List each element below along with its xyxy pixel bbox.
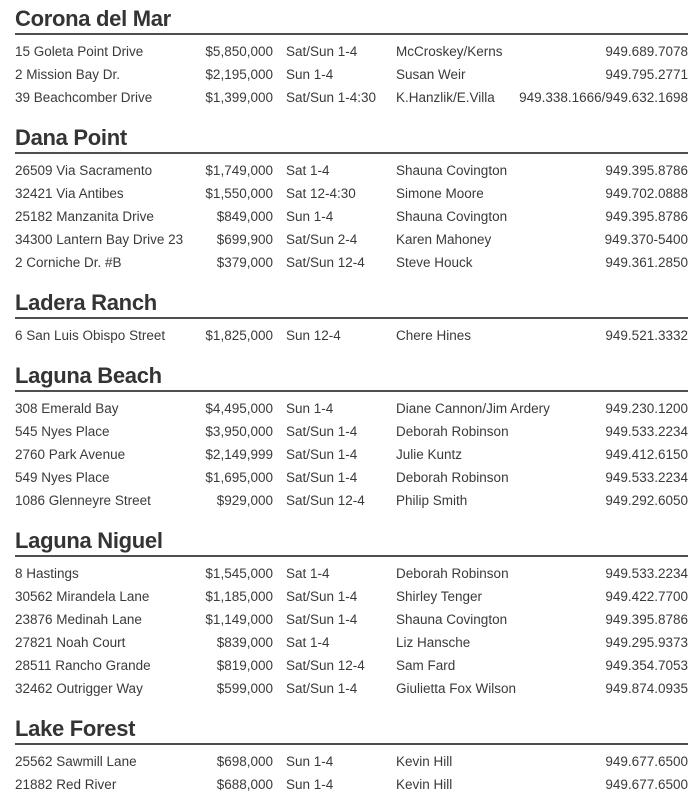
listing-address: 39 Beachcomber Drive	[15, 90, 153, 105]
listing-agent: Susan Weir	[396, 67, 466, 82]
listing-price: $1,545,000	[205, 566, 273, 581]
listing-row	[15, 228, 688, 251]
listing-phone: 949.395.8786	[605, 612, 688, 627]
listing-agent: K.Hanzlik/E.Villa	[396, 90, 495, 105]
listing-address: 25562 Sawmill Lane	[15, 754, 137, 769]
listing-row	[15, 251, 688, 274]
listing-agent: Karen Mahoney	[396, 232, 492, 247]
listing-phone: 949.422.7700	[605, 589, 688, 604]
listing-address: 2 Mission Bay Dr.	[15, 67, 121, 82]
listing-phone: 949.395.8786	[605, 209, 688, 224]
listing-price: $1,550,000	[205, 186, 273, 201]
open-house-time: Sat/Sun 12-4	[286, 255, 365, 270]
listing-phone: 949.395.8786	[605, 163, 688, 178]
listing-row	[15, 420, 688, 443]
listing-agent: Shirley Tenger	[396, 589, 483, 604]
open-house-time: Sat/Sun 1-4	[286, 681, 358, 696]
listing-phone: 949.354.7053	[605, 658, 688, 673]
open-house-time: Sun 1-4	[286, 209, 334, 224]
listing-row	[15, 773, 688, 796]
listing-row	[15, 750, 688, 773]
listing-phone: 949.677.6500	[605, 777, 688, 792]
city-heading: Corona del Mar	[15, 6, 688, 35]
open-house-time: Sat/Sun 1-4	[286, 44, 358, 59]
listing-address: 545 Nyes Place	[15, 424, 110, 439]
listing-row	[15, 608, 688, 631]
listing-phone: 949.521.3332	[605, 328, 688, 343]
listing-rows	[15, 750, 688, 796]
listing-agent: Kevin Hill	[396, 754, 453, 769]
listing-rows	[15, 324, 688, 347]
city-heading: Dana Point	[15, 125, 688, 154]
listing-price: $698,000	[216, 754, 273, 769]
listing-agent: Sam Fard	[396, 658, 456, 673]
listing-price: $379,000	[216, 255, 273, 270]
listing-phone: 949.533.2234	[605, 470, 688, 485]
listing-row	[15, 324, 688, 347]
city-heading: Ladera Ranch	[15, 290, 688, 319]
listing-row	[15, 677, 688, 700]
listing-agent: Deborah Robinson	[396, 470, 509, 485]
listing-agent: Shauna Covington	[396, 612, 508, 627]
listing-rows	[15, 159, 688, 274]
city-heading: Lake Forest	[15, 716, 688, 745]
open-house-time: Sat/Sun 1-4	[286, 447, 358, 462]
listing-agent: Shauna Covington	[396, 209, 508, 224]
listing-price: $5,850,000	[205, 44, 273, 59]
open-house-time: Sat/Sun 2-4	[286, 232, 358, 247]
listing-agent: Simone Moore	[396, 186, 484, 201]
listing-row	[15, 654, 688, 677]
listing-address: 21882 Red River	[15, 777, 117, 792]
listing-phone: 949.677.6500	[605, 754, 688, 769]
listing-phone: 949.533.2234	[605, 424, 688, 439]
city-section	[15, 716, 688, 796]
listing-price: $1,185,000	[205, 589, 273, 604]
listing-row	[15, 159, 688, 182]
listing-row	[15, 86, 688, 109]
listing-phone: 949.874.0935	[605, 681, 688, 696]
listings-document	[15, 6, 688, 796]
listing-price: $599,000	[216, 681, 273, 696]
listing-price: $929,000	[216, 493, 273, 508]
open-house-time: Sat 1-4	[286, 163, 330, 178]
listing-address: 34300 Lantern Bay Drive 23	[15, 232, 184, 247]
listing-row	[15, 205, 688, 228]
open-house-time: Sun 1-4	[286, 67, 334, 82]
listing-phone: 949.338.1666/949.632.1698	[519, 90, 688, 105]
listing-row	[15, 182, 688, 205]
open-house-time: Sat/Sun 12-4	[286, 658, 365, 673]
listing-price: $849,000	[216, 209, 273, 224]
listing-agent: Diane Cannon/Jim Ardery	[396, 401, 550, 416]
listing-price: $2,195,000	[205, 67, 273, 82]
listing-agent: Giulietta Fox Wilson	[396, 681, 517, 696]
listing-row	[15, 397, 688, 420]
listing-address: 2760 Park Avenue	[15, 447, 126, 462]
open-house-time: Sat/Sun 1-4	[286, 589, 358, 604]
listing-rows	[15, 562, 688, 700]
listing-phone: 949.361.2850	[605, 255, 688, 270]
city-heading: Laguna Beach	[15, 363, 688, 392]
listing-rows	[15, 397, 688, 512]
listing-address: 30562 Mirandela Lane	[15, 589, 150, 604]
listing-agent: McCroskey/Kerns	[396, 44, 503, 59]
open-house-time: Sat/Sun 1-4	[286, 470, 358, 485]
open-house-time: Sat 1-4	[286, 635, 330, 650]
listing-address: 8 Hastings	[15, 566, 79, 581]
listing-address: 15 Goleta Point Drive	[15, 44, 144, 59]
open-house-time: Sat 12-4:30	[286, 186, 356, 201]
listing-price: $2,149,999	[205, 447, 273, 462]
open-house-time: Sun 1-4	[286, 754, 334, 769]
listing-phone: 949.702.0888	[605, 186, 688, 201]
listing-phone: 949.230.1200	[605, 401, 688, 416]
listing-agent: Kevin Hill	[396, 777, 453, 792]
city-heading: Laguna Niguel	[15, 528, 688, 557]
listing-agent: Deborah Robinson	[396, 424, 509, 439]
listing-row	[15, 443, 688, 466]
listing-phone: 949.292.6050	[605, 493, 688, 508]
listing-price: $1,749,000	[205, 163, 273, 178]
listing-agent: Chere Hines	[396, 328, 472, 343]
listing-address: 27821 Noah Court	[15, 635, 126, 650]
city-section	[15, 125, 688, 274]
listing-agent: Deborah Robinson	[396, 566, 509, 581]
listing-phone: 949.412.6150	[605, 447, 688, 462]
listing-phone: 949.295.9373	[605, 635, 688, 650]
listing-address: 28511 Rancho Grande	[15, 658, 151, 673]
listing-phone: 949.689.7078	[605, 44, 688, 59]
listing-address: 1086 Glenneyre Street	[15, 493, 151, 508]
listing-price: $819,000	[216, 658, 273, 673]
listing-row	[15, 489, 688, 512]
listing-row	[15, 40, 688, 63]
listing-address: 25182 Manzanita Drive	[15, 209, 154, 224]
listing-phone: 949.795.2771	[605, 67, 688, 82]
open-house-time: Sat/Sun 12-4	[286, 493, 365, 508]
listing-agent: Liz Hansche	[396, 635, 471, 650]
listing-row	[15, 631, 688, 654]
open-house-time: Sun 1-4	[286, 777, 334, 792]
city-section	[15, 290, 688, 347]
listing-price: $839,000	[216, 635, 273, 650]
open-house-time: Sat 1-4	[286, 566, 330, 581]
listing-price: $1,149,000	[205, 612, 273, 627]
city-section	[15, 6, 688, 109]
open-house-time: Sat/Sun 1-4:30	[286, 90, 377, 105]
listing-price: $3,950,000	[205, 424, 273, 439]
listing-agent: Steve Houck	[396, 255, 473, 270]
listing-price: $699,900	[216, 232, 273, 247]
open-house-time: Sat/Sun 1-4	[286, 424, 358, 439]
listing-row	[15, 562, 688, 585]
listing-address: 26509 Via Sacramento	[15, 163, 153, 178]
open-house-time: Sun 12-4	[286, 328, 341, 343]
listing-address: 32421 Via Antibes	[15, 186, 124, 201]
open-house-time: Sun 1-4	[286, 401, 334, 416]
listing-row	[15, 466, 688, 489]
listing-price: $688,000	[216, 777, 273, 792]
open-house-time: Sat/Sun 1-4	[286, 612, 358, 627]
listing-row	[15, 63, 688, 86]
city-section	[15, 363, 688, 512]
listing-row	[15, 585, 688, 608]
listing-price: $1,399,000	[205, 90, 273, 105]
listing-phone: 949.533.2234	[605, 566, 688, 581]
listing-address: 6 San Luis Obispo Street	[15, 328, 166, 343]
listing-address: 308 Emerald Bay	[15, 401, 119, 416]
listing-agent: Philip Smith	[396, 493, 468, 508]
city-section	[15, 528, 688, 700]
listing-agent: Julie Kuntz	[396, 447, 463, 462]
listing-price: $4,495,000	[205, 401, 273, 416]
listing-price: $1,825,000	[205, 328, 273, 343]
listing-phone: 949.370-5400	[604, 232, 688, 247]
listing-address: 2 Corniche Dr. #B	[15, 255, 122, 270]
listing-agent: Shauna Covington	[396, 163, 508, 178]
listing-address: 549 Nyes Place	[15, 470, 110, 485]
listing-rows	[15, 40, 688, 109]
listing-price: $1,695,000	[205, 470, 273, 485]
listing-address: 23876 Medinah Lane	[15, 612, 142, 627]
listing-address: 32462 Outrigger Way	[15, 681, 143, 696]
